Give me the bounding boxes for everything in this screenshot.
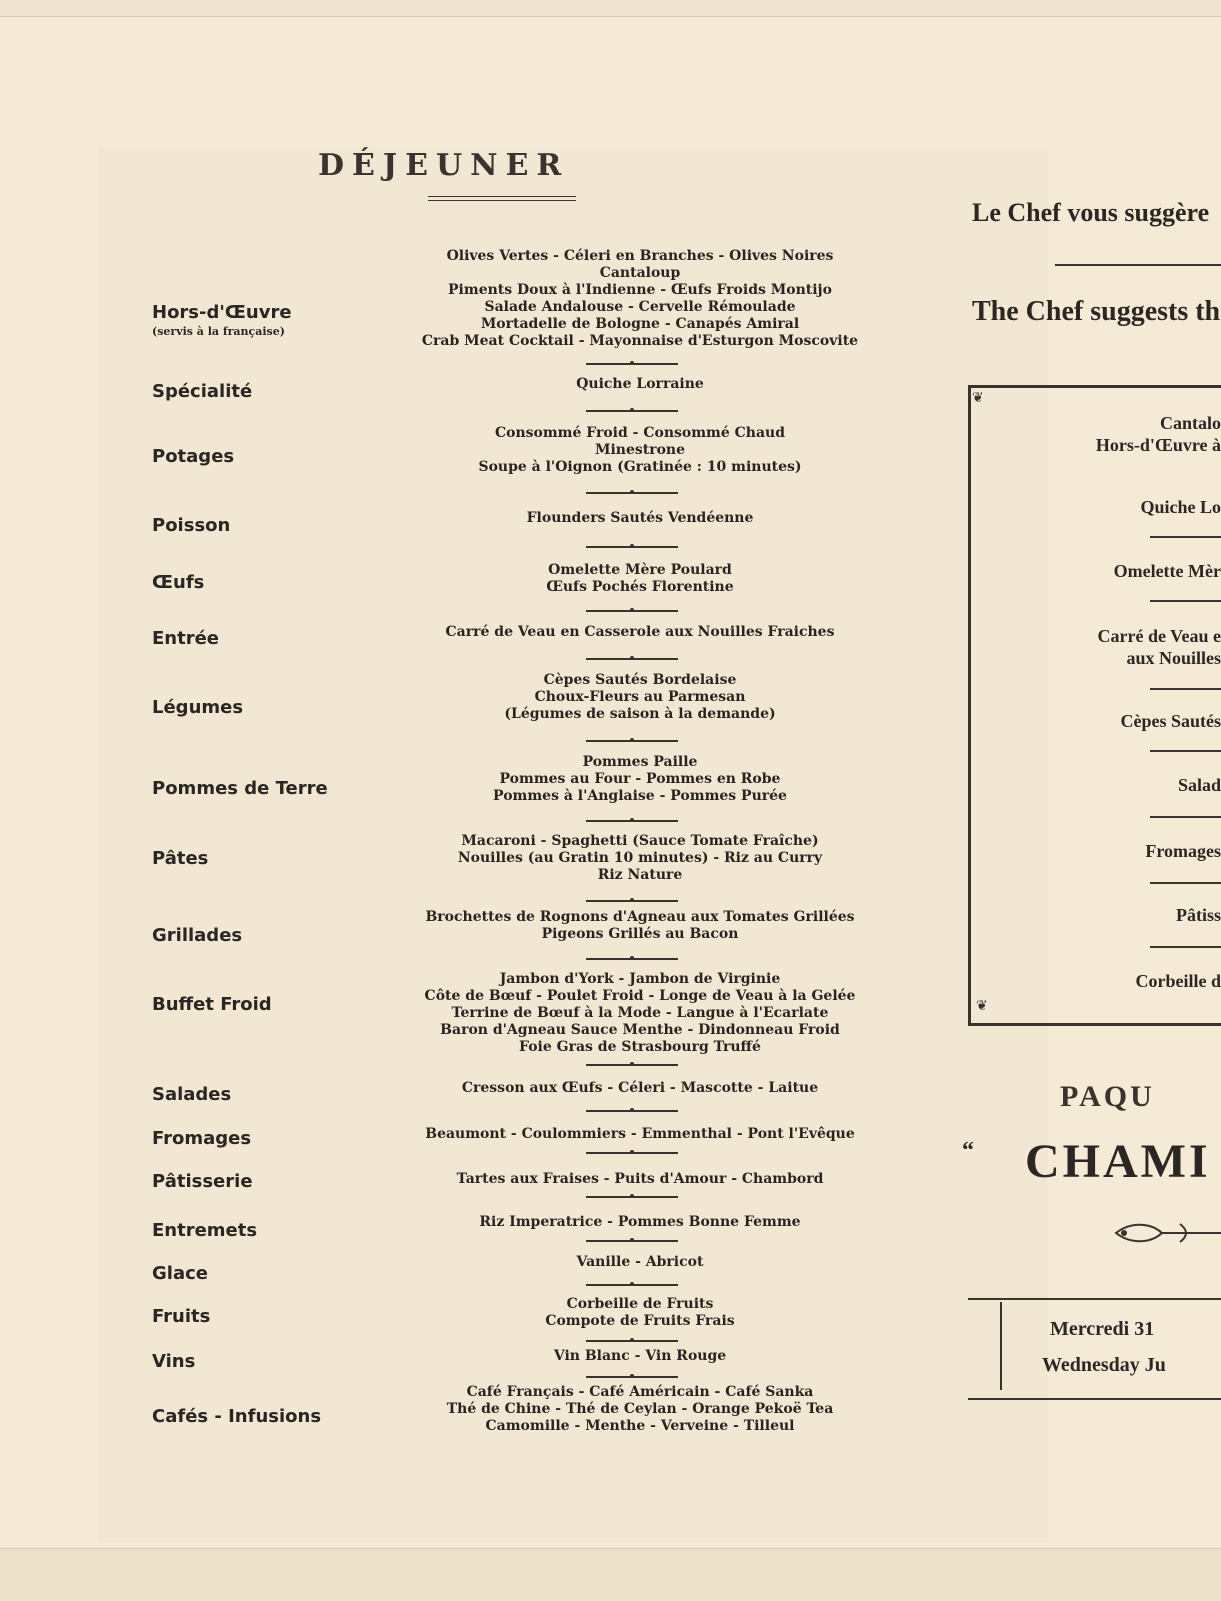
course-separator bbox=[586, 900, 678, 902]
suggestion-divider bbox=[1150, 750, 1221, 752]
dish-line: Baron d'Agneau Sauce Menthe - Dindonneau Froid bbox=[440, 1022, 840, 1038]
course-category-label: Vins bbox=[152, 1351, 196, 1372]
dish-line: Thé de Chine - Thé de Ceylan - Orange Pekoë Tea bbox=[446, 1401, 834, 1417]
course-dishes bbox=[400, 1080, 880, 1097]
course-category-label: Grillades bbox=[152, 925, 243, 946]
suggestion-line: Quiche Lo bbox=[1140, 497, 1221, 517]
course-category bbox=[152, 1263, 392, 1284]
dish-line: Macaroni - Spaghetti (Sauce Tomate Fraîche) bbox=[461, 833, 819, 849]
dish-line: Riz Imperatrice - Pommes Bonne Femme bbox=[479, 1214, 801, 1230]
course-category bbox=[152, 572, 392, 593]
course-category bbox=[152, 994, 392, 1015]
course-category bbox=[152, 1220, 392, 1241]
dish-line: Nouilles (au Gratin 10 minutes) - Riz au Curry bbox=[457, 850, 823, 866]
course-category-label: Pommes de Terre bbox=[152, 778, 328, 799]
dish-line: Vin Blanc - Vin Rouge bbox=[553, 1348, 727, 1364]
course-dishes bbox=[400, 376, 880, 393]
course-category-label: Fruits bbox=[152, 1306, 211, 1327]
dish-line: Œufs Pochés Florentine bbox=[546, 579, 734, 595]
course-category-label: Hors-d'Œuvre bbox=[152, 302, 292, 323]
dish-line: Crab Meat Cocktail - Mayonnaise d'Esturgon Moscovite bbox=[421, 333, 859, 349]
course-separator bbox=[586, 1064, 678, 1066]
course-category bbox=[152, 302, 392, 338]
dish-line: Camomille - Menthe - Verveine - Tilleul bbox=[485, 1418, 795, 1434]
suggestion-line: Cantalo bbox=[1159, 413, 1221, 433]
course-category bbox=[152, 1128, 392, 1149]
suggestion-line: Pâtiss bbox=[1176, 905, 1221, 925]
course-category-label: Buffet Froid bbox=[152, 994, 272, 1015]
dish-line: Minestrone bbox=[594, 442, 686, 458]
course-separator bbox=[586, 1376, 678, 1378]
course-category bbox=[152, 515, 392, 536]
course-separator bbox=[586, 610, 678, 612]
course-category bbox=[152, 1351, 392, 1372]
course-dishes bbox=[400, 1254, 880, 1271]
course-dishes bbox=[400, 833, 880, 884]
course-category-label: Entremets bbox=[152, 1220, 258, 1241]
suggestion-item bbox=[1000, 904, 1221, 926]
course-dishes bbox=[400, 425, 880, 476]
suggestion-line: aux Nouilles bbox=[1126, 648, 1221, 668]
dish-line: Piments Doux à l'Indienne - Œufs Froids Montijo bbox=[448, 282, 832, 298]
course-category bbox=[152, 848, 392, 869]
course-category-label: Poisson bbox=[152, 515, 231, 536]
dish-line: Olives Vertes - Céleri en Branches - Olives Noires bbox=[446, 248, 834, 264]
title-underline bbox=[428, 196, 576, 197]
dish-line: (Légumes de saison à la demande) bbox=[504, 706, 776, 722]
suggestion-divider bbox=[1150, 946, 1221, 948]
suggestion-item bbox=[1000, 710, 1221, 732]
dish-line: Compote de Fruits Frais bbox=[545, 1313, 735, 1329]
course-category-label: Légumes bbox=[152, 697, 244, 718]
paper-bottom-edge bbox=[0, 1548, 1221, 1601]
dish-line: Omelette Mère Poulard bbox=[548, 562, 732, 578]
quote-mark: “ bbox=[962, 1138, 974, 1164]
suggestion-item bbox=[1000, 625, 1221, 669]
dish-line: Cantaloup bbox=[599, 265, 681, 281]
course-dishes bbox=[400, 1384, 880, 1435]
course-category-label: Pâtes bbox=[152, 848, 209, 869]
course-dishes bbox=[400, 562, 880, 596]
course-separator bbox=[586, 546, 678, 548]
suggestion-frame bbox=[968, 385, 1221, 1026]
ornament-corner-top-icon: ❦ bbox=[972, 390, 984, 406]
dish-line: Brochettes de Rognons d'Agneau aux Tomates Grillées bbox=[425, 909, 855, 925]
flourish-ornament-icon bbox=[1110, 1218, 1221, 1248]
course-dishes bbox=[400, 624, 880, 641]
course-category-label: Spécialité bbox=[152, 381, 253, 402]
course-dishes bbox=[400, 909, 880, 943]
course-separator bbox=[586, 410, 678, 412]
course-category-note: (servis à la française) bbox=[152, 325, 285, 338]
course-separator bbox=[586, 658, 678, 660]
chef-suggestion-fr: Le Chef vous suggère bbox=[972, 198, 1210, 227]
date-en: Wednesday Ju bbox=[1042, 1354, 1166, 1376]
paper-top-edge bbox=[0, 0, 1221, 17]
dish-line: Café Français - Café Américain - Café Sanka bbox=[466, 1384, 814, 1400]
course-category bbox=[152, 778, 392, 799]
suggestion-line: Cèpes Sautés bbox=[1120, 711, 1221, 731]
course-dishes bbox=[400, 754, 880, 805]
date-fr: Mercredi 31 bbox=[1050, 1318, 1155, 1340]
suggestion-divider bbox=[1150, 600, 1221, 602]
suggestion-item bbox=[1000, 560, 1221, 582]
dish-line: Pigeons Grillés au Bacon bbox=[541, 926, 739, 942]
course-category bbox=[152, 1406, 392, 1427]
dish-line: Carré de Veau en Casserole aux Nouilles Fraiches bbox=[445, 624, 835, 640]
dish-line: Choux-Fleurs au Parmesan bbox=[534, 689, 746, 705]
course-separator bbox=[586, 1284, 678, 1286]
suggestion-divider bbox=[1150, 816, 1221, 818]
course-separator bbox=[586, 958, 678, 960]
course-category bbox=[152, 925, 392, 946]
chef-divider bbox=[1055, 264, 1221, 266]
course-separator bbox=[586, 1196, 678, 1198]
dish-line: Corbeille de Fruits bbox=[566, 1296, 714, 1312]
dish-line: Vanille - Abricot bbox=[576, 1254, 704, 1270]
course-dishes bbox=[400, 672, 880, 723]
dish-line: Beaumont - Coulommiers - Emmenthal - Pont l'Evêque bbox=[425, 1126, 855, 1142]
suggestion-item bbox=[1000, 412, 1221, 456]
course-category-label: Salades bbox=[152, 1084, 232, 1105]
suggestion-line: Fromages bbox=[1145, 841, 1221, 861]
chef-suggestion-en: The Chef suggests th bbox=[972, 296, 1221, 327]
suggestion-line: Hors-d'Œuvre à bbox=[1095, 435, 1221, 455]
suggestion-item bbox=[1000, 970, 1221, 992]
dish-line: Mortadelle de Bologne - Canapés Amiral bbox=[480, 316, 800, 332]
course-category-label: Pâtisserie bbox=[152, 1171, 253, 1192]
ship-name: CHAMI bbox=[1025, 1135, 1211, 1188]
course-category-label: Œufs bbox=[152, 572, 205, 593]
dish-line: Consommé Froid - Consommé Chaud bbox=[494, 425, 785, 441]
dish-line: Pommes à l'Anglaise - Pommes Purée bbox=[493, 788, 787, 804]
course-separator bbox=[586, 820, 678, 822]
dish-line: Cèpes Sautés Bordelaise bbox=[543, 672, 737, 688]
menu-title: DÉJEUNER bbox=[318, 148, 570, 183]
dish-line: Pommes au Four - Pommes en Robe bbox=[499, 771, 781, 787]
suggestion-divider bbox=[1150, 536, 1221, 538]
course-dishes bbox=[400, 510, 880, 527]
course-category-label: Cafés - Infusions bbox=[152, 1406, 322, 1427]
dish-line: Pommes Paille bbox=[582, 754, 698, 770]
suggestion-line: Salad bbox=[1177, 775, 1221, 795]
course-category bbox=[152, 1084, 392, 1105]
course-category-label: Fromages bbox=[152, 1128, 252, 1149]
dish-line: Flounders Sautés Vendéenne bbox=[526, 510, 754, 526]
course-category bbox=[152, 446, 392, 467]
course-dishes bbox=[400, 1296, 880, 1330]
suggestion-line: Omelette Mèr bbox=[1113, 561, 1221, 581]
course-dishes bbox=[400, 1171, 880, 1188]
dish-line: Côte de Bœuf - Poulet Froid - Longe de Veau à la Gelée bbox=[424, 988, 856, 1004]
course-category bbox=[152, 1171, 392, 1192]
course-separator bbox=[586, 1240, 678, 1242]
suggestion-item bbox=[1000, 774, 1221, 796]
course-separator bbox=[586, 740, 678, 742]
dish-line: Tartes aux Fraises - Puits d'Amour - Chambord bbox=[456, 1171, 824, 1187]
course-category-label: Potages bbox=[152, 446, 235, 467]
dish-line: Soupe à l'Oignon (Gratinée : 10 minutes) bbox=[478, 459, 802, 475]
course-dishes bbox=[400, 1348, 880, 1365]
course-category bbox=[152, 1306, 392, 1327]
dish-line: Terrine de Bœuf à la Mode - Langue à l'Ecarlate bbox=[451, 1005, 829, 1021]
course-category bbox=[152, 628, 392, 649]
suggestion-divider bbox=[1150, 688, 1221, 690]
dish-line: Jambon d'York - Jambon de Virginie bbox=[499, 971, 781, 987]
suggestion-divider bbox=[1150, 882, 1221, 884]
dish-line: Quiche Lorraine bbox=[576, 376, 704, 392]
dish-line: Cresson aux Œufs - Céleri - Mascotte - Laitue bbox=[461, 1080, 819, 1096]
suggestion-line: Corbeille d bbox=[1135, 971, 1221, 991]
course-dishes bbox=[400, 248, 880, 350]
dish-line: Foie Gras de Strasbourg Truffé bbox=[519, 1039, 761, 1055]
course-separator bbox=[586, 492, 678, 494]
course-separator bbox=[586, 1152, 678, 1154]
course-separator bbox=[586, 1340, 678, 1342]
course-dishes bbox=[400, 1214, 880, 1231]
course-category-label: Glace bbox=[152, 1263, 208, 1284]
course-category bbox=[152, 697, 392, 718]
dish-line: Riz Nature bbox=[597, 867, 683, 883]
course-separator bbox=[586, 363, 678, 365]
course-separator bbox=[586, 1110, 678, 1112]
course-dishes bbox=[400, 971, 880, 1056]
course-category bbox=[152, 381, 392, 402]
suggestion-line: Carré de Veau e bbox=[1097, 626, 1221, 646]
title-underline-2 bbox=[428, 200, 576, 201]
paquebot-label: PAQU bbox=[1060, 1080, 1155, 1113]
ornament-corner-bottom-icon: ❦ bbox=[976, 998, 988, 1014]
suggestion-item bbox=[1000, 840, 1221, 862]
course-category-label: Entrée bbox=[152, 628, 220, 649]
course-dishes bbox=[400, 1126, 880, 1143]
dish-line: Salade Andalouse - Cervelle Rémoulade bbox=[484, 299, 796, 315]
suggestion-item bbox=[1000, 496, 1221, 518]
